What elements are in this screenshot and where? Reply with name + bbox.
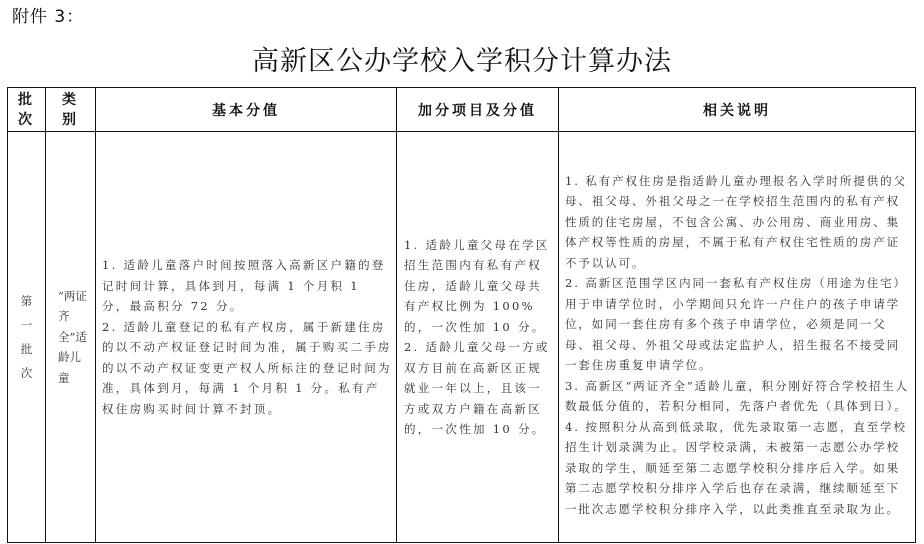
cell-bonus-items — [397, 132, 559, 543]
batch-char: 一 — [20, 318, 33, 332]
cell-category: “两证齐全”适龄儿童 — [46, 132, 96, 543]
note-item: 3. 高新区“两证齐全”适龄儿童，积分刚好符合学校招生人数最低分值的，若积分相同，先落户者优先（具体到日）。 — [565, 378, 910, 414]
bonus-item: 2. 适龄儿童父母一方或双方目前在高新区正规就业一年以上，且该一方或双方户籍在高新区的，一次性加 10 分。 — [404, 340, 550, 436]
column-header-category — [46, 88, 96, 132]
table-header-row — [8, 88, 916, 132]
batch-char: 第 — [20, 294, 33, 308]
base-score-item: 2. 适龄儿童登记的私有产权房，属于新建住房的以不动产权证登记时间为准，属于购买二手房的以不动产权证变更产权人所标注的登记时间为准，具体到月，每满 1 个月积 1 分。私有产权住房购买时间计算不封顶。 — [102, 319, 392, 416]
header-char: 次 — [18, 111, 35, 128]
column-header-batch — [8, 88, 46, 132]
column-header-notes: 相关说明 — [559, 88, 916, 132]
header-char: 批 — [18, 91, 35, 108]
cell-batch — [8, 132, 46, 543]
header-char: 别 — [62, 111, 79, 128]
scoring-table — [7, 87, 916, 543]
column-header-bonus-items: 加分项目及分值 — [397, 88, 559, 132]
note-item: 4. 按照积分从高到低录取，优先录取第一志愿，直至学校招生计划录满为止。因学校录满，未被第一志愿公办学校录取的学生，顺延至第二志愿学校积分排序后入学。如果第二志愿学校积分排序入学后也存在录满，继续顺延至下一批次志愿学校积分排序入学，以此类推直至录取为止。 — [565, 419, 907, 516]
attachment-label: 附件 3： — [12, 7, 85, 27]
document-title: 高新区公办学校入学积分计算办法 — [252, 46, 672, 77]
table-row — [8, 132, 916, 543]
column-header-base-score: 基本分值 — [96, 88, 397, 132]
base-score-item: 1. 适龄儿童落户时间按照落入高新区户籍的登记时间计算，具体到月，每满 1 个月积 1 分，最高积分 72 分。 — [102, 258, 386, 313]
batch-char: 次 — [20, 366, 33, 380]
note-item: 1. 私有产权住房是指适龄儿童办理报名入学时所提供的父母、祖父母、外祖父母之一在学校招生范围内的私有产权性质的住宅房屋，不包含公寓、办公用房、商业用房、集体产权等性质的房屋，不属于私有产权住宅性质的房产证不予以认可。 — [565, 173, 907, 270]
header-char: 类 — [62, 91, 79, 108]
bonus-item: 1. 适龄儿童父母在学区招生范围内有私有产权住房，适龄儿童父母共有产权比例为 100%的，一次性加 10 分。 — [404, 237, 550, 334]
note-item: 2. 高新区范围学区内同一套私有产权住房（用途为住宅）用于申请学位时，小学期间只允许一户住户的孩子申请学位，如同一套住房有多个孩子申请学位，必须是同一父母、祖父母、外祖父母或法定监护人，招生报名不接受同一套住房重复申请学位。 — [565, 276, 907, 373]
cell-base-score — [96, 132, 397, 543]
batch-char: 批 — [20, 342, 33, 356]
cell-notes — [559, 132, 916, 543]
